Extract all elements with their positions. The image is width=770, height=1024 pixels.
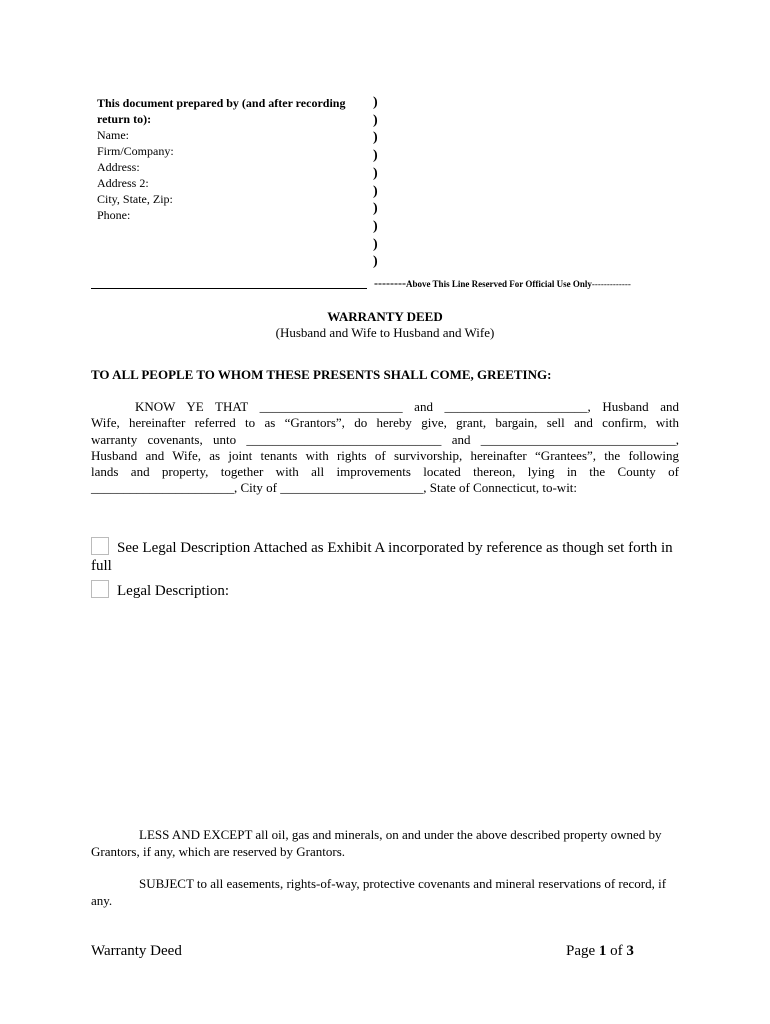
- paragraph-line: Wife, hereinafter referred to as “Grantors”, do hereby give, grant, bargain, sell and confirm, with: [91, 415, 679, 431]
- preparer-heading-line1: This document prepared by (and after recording: [97, 96, 346, 110]
- less-and-except-paragraph: LESS AND EXCEPT all oil, gas and minerals, on and under the above described property owned by Grantors, if any, which are reserved by Grantors.: [91, 827, 662, 859]
- subject-to-paragraph: SUBJECT to all easements, rights-of-way, protective covenants and mineral reservations of record, if any.: [91, 876, 667, 908]
- paragraph-line: ______________________, City of ______________________, State of Connecticut, to-wit:: [91, 480, 578, 496]
- preparer-field-city-state-zip: City, State, Zip:: [97, 192, 173, 206]
- paren: ): [373, 165, 378, 181]
- preparer-field-address: Address:: [97, 160, 140, 174]
- exhibit-checkbox[interactable]: [91, 537, 109, 555]
- document-title: WARRANTY DEED: [327, 309, 443, 324]
- exhibit-option[interactable]: [91, 537, 681, 575]
- page-of: of: [606, 943, 627, 959]
- paragraph-line: warranty covenants, unto ______________________________ and ______________________________,: [91, 431, 679, 447]
- exhibit-option-label: See Legal Description Attached as Exhibit A incorporated by reference as though set forth in full: [91, 540, 673, 574]
- reserved-dashes-right: -------------: [591, 279, 631, 289]
- paren: ): [373, 236, 378, 252]
- page-prefix: Page: [566, 943, 599, 959]
- page-total: 3: [626, 943, 634, 959]
- reserved-text: Above This Line Reserved For Official Use Only: [405, 279, 592, 289]
- preparer-heading: [97, 95, 367, 127]
- paren: ): [373, 183, 378, 199]
- preparer-field-firm: Firm/Company:: [97, 144, 174, 158]
- paragraph-line: lands and property, together with all improvements located thereon, lying in the County of: [91, 464, 679, 480]
- paren: ): [373, 112, 378, 128]
- paren-column: [373, 94, 378, 271]
- reserved-dashes-left: --------: [374, 276, 406, 290]
- document-subtitle: (Husband and Wife to Husband and Wife): [275, 325, 495, 340]
- preparer-heading-line2: return to):: [97, 112, 152, 126]
- legal-description-option[interactable]: [91, 580, 229, 600]
- paren: ): [373, 130, 378, 146]
- legal-description-checkbox[interactable]: [91, 580, 109, 598]
- conveyance-paragraph: [91, 399, 679, 497]
- footer-document-name: Warranty Deed: [91, 943, 182, 959]
- paren: ): [373, 218, 378, 234]
- preparer-block: [97, 95, 367, 223]
- reserved-notice: [374, 276, 631, 291]
- preparer-field-name: Name:: [97, 128, 129, 142]
- paren: ): [373, 254, 378, 270]
- paren: ): [373, 95, 378, 110]
- page-current: 1: [598, 943, 607, 959]
- legal-description-label: Legal Description:: [117, 583, 230, 599]
- page-indicator: [566, 943, 634, 960]
- paragraph-line: Husband and Wife, as joint tenants with rights of survivorship, hereinafter “Grantees”, the following: [91, 447, 679, 463]
- paren: ): [373, 201, 378, 217]
- preparer-field-phone: Phone:: [97, 208, 131, 222]
- paren: ): [373, 148, 378, 164]
- preparer-field-address2: Address 2:: [97, 176, 149, 190]
- paragraph-line: KNOW YE THAT ______________________ and ______________________, Husband and: [135, 399, 679, 414]
- recording-rule: [91, 288, 367, 289]
- greeting: TO ALL PEOPLE TO WHOM THESE PRESENTS SHALL COME, GREETING:: [91, 367, 552, 382]
